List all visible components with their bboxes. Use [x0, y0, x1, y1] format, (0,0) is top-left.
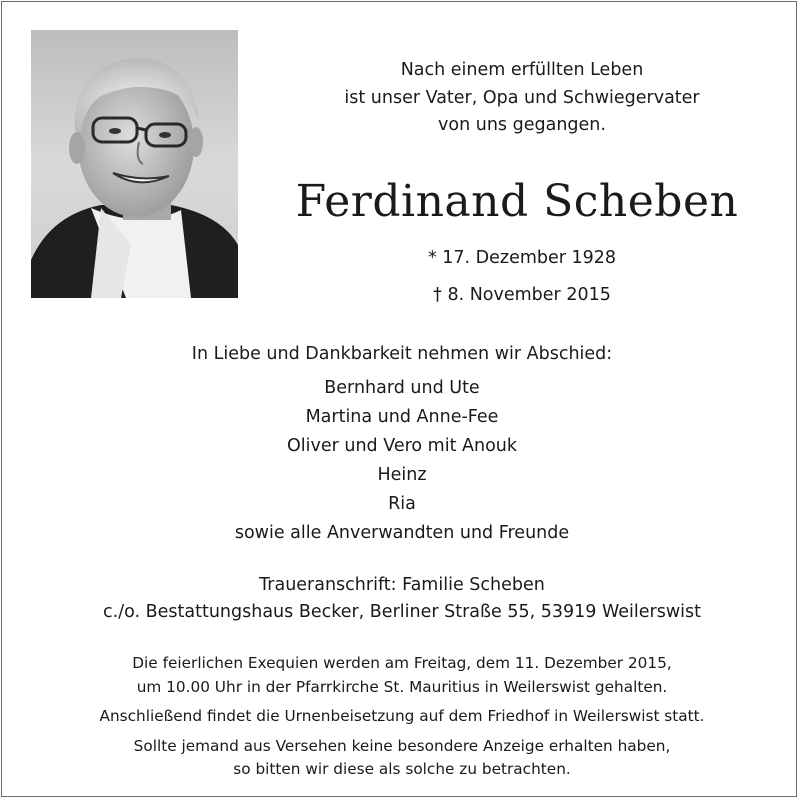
farewell-line: In Liebe und Dankbarkeit nehmen wir Abschied:	[191, 344, 613, 364]
family-member: Heinz	[377, 465, 427, 485]
service-line: um 10.00 Uhr in der Pfarrkirche St. Mauritius in Weilerswist gehalten.	[136, 677, 668, 696]
family-member: Oliver und Vero mit Anouk	[286, 436, 518, 456]
address-line: c./o. Bestattungshaus Becker, Berliner Straße 55, 53919 Weilerswist	[103, 602, 701, 622]
obituary-notice	[1, 1, 797, 797]
service-line: Die feierlichen Exequien werden am Freitag, dem 11. Dezember 2015,	[132, 654, 672, 672]
deceased-name: Ferdinand Scheben	[295, 176, 739, 227]
birth-date: * 17. Dezember 1928	[427, 248, 617, 268]
intro-line: ist unser Vater, Opa und Schwiegervater	[344, 87, 700, 108]
service-line: so bitten wir diese als solche zu betrachten.	[233, 760, 571, 778]
mourning-address	[22, 572, 782, 626]
family-member: Bernhard und Ute	[324, 378, 480, 398]
address-line: Traueranschrift: Familie Scheben	[259, 575, 545, 595]
intro-line: Nach einem erfüllten Leben	[400, 60, 644, 80]
intro-line: von uns gegangen.	[438, 115, 606, 135]
service-line: Sollte jemand aus Versehen keine besondere Anzeige erhalten haben,	[133, 736, 671, 755]
family-member: Ria	[388, 494, 416, 514]
portrait-photo	[31, 30, 238, 298]
death-date: † 8. November 2015	[433, 285, 611, 305]
service-information	[22, 652, 782, 782]
family-list	[102, 374, 702, 548]
service-line: Anschließend findet die Urnenbeisetzung auf dem Friedhof in Weilerswist statt.	[99, 707, 705, 725]
family-member: Martina und Anne-Fee	[305, 407, 499, 427]
family-member: sowie alle Anverwandten und Freunde	[234, 523, 570, 543]
intro-text	[272, 57, 772, 140]
